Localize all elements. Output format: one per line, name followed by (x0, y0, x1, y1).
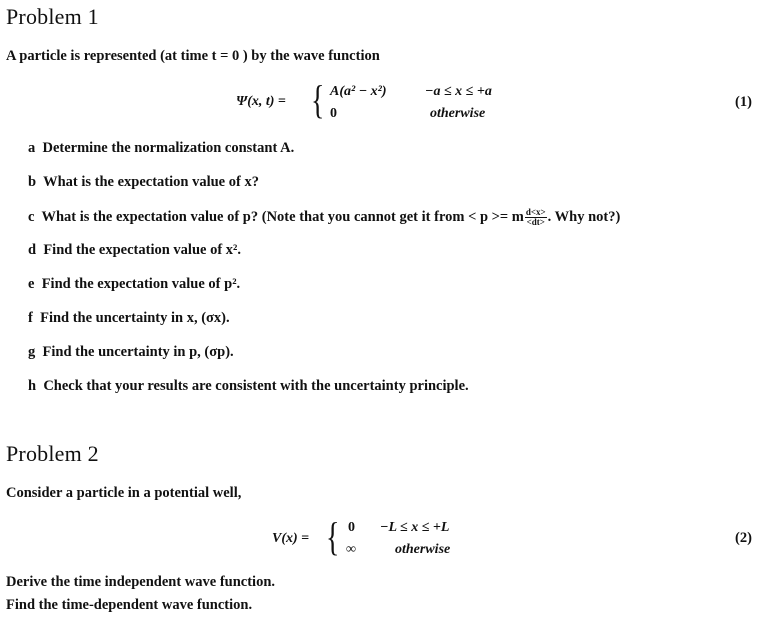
part-text: Determine the normalization constant A. (42, 140, 295, 156)
part-text-before: What is the expectation value of p? (Note that you cannot get it from < p >= m (41, 208, 524, 225)
equation-2-number: (2) (735, 530, 752, 546)
problem-1-intro: A particle is represented (at time t = 0 ) by the wave function (6, 48, 380, 64)
psi-lhs: Ψ(x, t) = (236, 94, 286, 109)
potential-lhs: V(x) = (272, 531, 310, 546)
potential-row2-expression: ∞ (346, 542, 356, 557)
part-f (28, 310, 230, 327)
problem-2-intro: Consider a particle in a potential well, (6, 485, 242, 501)
problem-2-task-2: Find the time-dependent wave function. (6, 597, 253, 613)
part-letter: b (28, 174, 37, 190)
part-letter: e (28, 276, 35, 292)
psi-row2-condition: otherwise (430, 106, 486, 121)
fraction-denominator: <dt> (526, 217, 545, 227)
part-text-after: . Why not?) (547, 208, 621, 225)
problem-2-task-1: Derive the time independent wave function. (6, 574, 276, 590)
problem-1-title: Problem 1 (6, 4, 99, 29)
part-h (28, 378, 469, 395)
part-letter: g (28, 344, 36, 360)
part-letter: c (28, 208, 35, 225)
dx-dt-fraction (525, 208, 547, 227)
part-letter: a (28, 140, 36, 156)
part-e (28, 276, 240, 293)
part-d (28, 242, 241, 259)
psi-row1-condition: −a ≤ x ≤ +a (425, 84, 492, 99)
part-text: Find the uncertainty in p, (σp). (42, 344, 234, 360)
part-text: Find the expectation value of x². (43, 242, 241, 258)
psi-row2-expression: 0 (330, 106, 337, 121)
part-letter: h (28, 378, 37, 394)
equation-2-brace: { (326, 514, 340, 559)
part-letter: d (28, 242, 37, 258)
problem-2-title: Problem 2 (6, 441, 99, 466)
part-text: Find the uncertainty in x, (σx). (40, 310, 230, 326)
potential-row1-expression: 0 (348, 520, 355, 535)
psi-row1-expression: A(a² − x²) (330, 84, 387, 99)
fraction-numerator: d<x> (525, 207, 546, 217)
equation-1-brace: { (311, 77, 325, 122)
potential-row1-condition: −L ≤ x ≤ +L (380, 520, 450, 535)
part-a (28, 140, 294, 157)
part-text: Find the expectation value of p². (41, 276, 241, 292)
part-text: What is the expectation value of x? (43, 174, 259, 190)
part-text: Check that your results are consistent with the uncertainty principle. (43, 378, 469, 394)
part-b (28, 174, 259, 191)
potential-row2-condition: otherwise (395, 542, 451, 557)
part-g (28, 344, 234, 361)
part-c (28, 208, 620, 227)
equation-1-number: (1) (735, 94, 752, 110)
part-letter: f (28, 310, 33, 326)
